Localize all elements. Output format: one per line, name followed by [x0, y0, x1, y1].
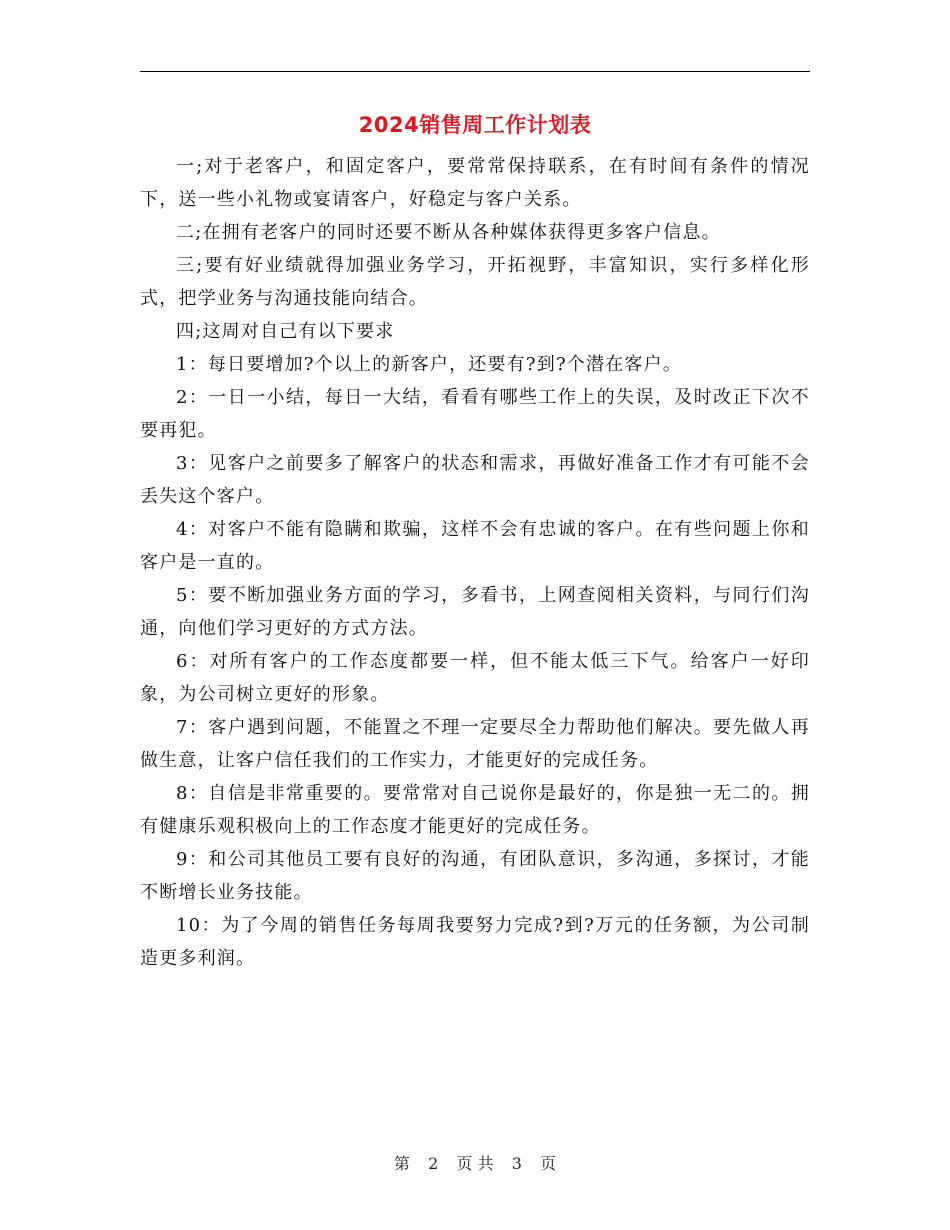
- requirement-6: 6：对所有客户的工作态度都要一样，但不能太低三下气。给客户一好印象，为公司树立更好的形象。: [140, 651, 810, 705]
- page-total: 3: [511, 1154, 522, 1173]
- page-mid: 页 共: [456, 1154, 494, 1173]
- requirement-5: 5：要不断加强业务方面的学习，多看书，上网查阅相关资料，与同行们沟通，向他们学习更好的方式方法。: [140, 585, 810, 639]
- page-current: 2: [428, 1154, 439, 1173]
- requirement-3: 3：见客户之前要多了解客户的状态和需求，再做好准备工作才有可能不会丢失这个客户。: [140, 453, 810, 507]
- requirement-4: 4：对客户不能有隐瞒和欺骗，这样不会有忠诚的客户。在有些问题上你和客户是一直的。: [140, 519, 810, 573]
- requirement-10: 10：为了今周的销售任务每周我要努力完成?到?万元的任务额，为公司制造更多利润。: [140, 915, 810, 969]
- document-title: 2024销售周工作计划表: [358, 113, 592, 137]
- page-suffix: 页: [540, 1154, 557, 1173]
- requirement-7: 7：客户遇到问题，不能置之不理一定要尽全力帮助他们解决。要先做人再做生意，让客户信任我们的工作实力，才能更好的完成任务。: [140, 717, 810, 771]
- paragraph-1: 一;对于老客户，和固定客户，要常常保持联系，在有时间有条件的情况下，送一些小礼物或宴请客户，好稳定与客户关系。: [140, 156, 810, 210]
- requirement-1: 1：每日要增加?个以上的新客户，还要有?到?个潜在客户。: [176, 354, 683, 375]
- requirement-2: 2：一日一小结，每日一大结，看看有哪些工作上的失误，及时改正下次不要再犯。: [140, 387, 810, 441]
- requirement-8: 8：自信是非常重要的。要常常对自己说你是最好的，你是独一无二的。拥有健康乐观积极向上的工作态度才能更好的完成任务。: [140, 783, 810, 837]
- paragraph-2: 二;在拥有老客户的同时还要不断从各种媒体获得更多客户信息。: [176, 222, 721, 243]
- paragraph-3: 三;要有好业绩就得加强业务学习，开拓视野，丰富知识，实行多样化形式，把学业务与沟通技能向结合。: [140, 255, 810, 309]
- page-footer: [140, 1152, 810, 1176]
- document-body: [140, 150, 810, 975]
- page-prefix: 第: [393, 1154, 410, 1173]
- requirement-9: 9：和公司其他员工要有良好的沟通，有团队意识，多沟通，多探讨，才能不断增长业务技能。: [140, 849, 810, 903]
- header-rule: [140, 71, 810, 72]
- paragraph-4: 四;这周对自己有以下要求: [176, 321, 395, 342]
